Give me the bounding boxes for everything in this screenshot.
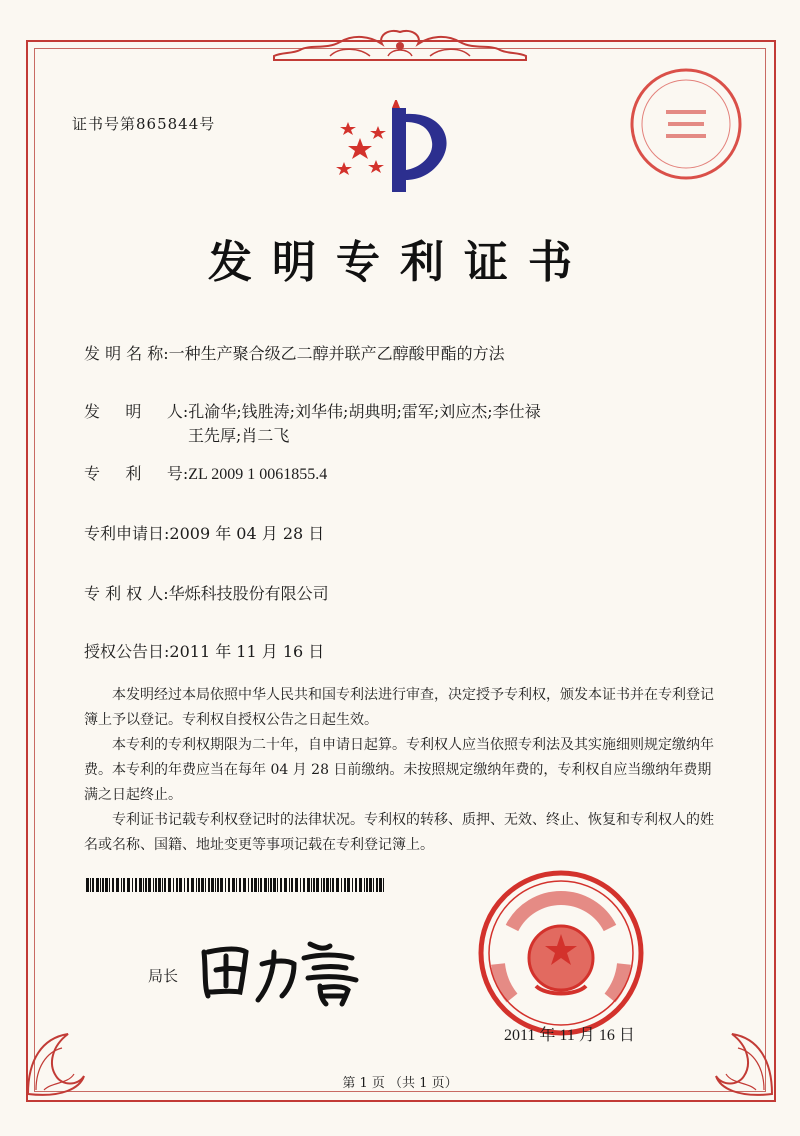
page-number: 第 1 页 （共 1 页） (342, 1076, 458, 1091)
patentee-value: 华烁科技股份有限公司 (168, 584, 329, 603)
director-label: 局长 (148, 967, 179, 985)
inventor-row (84, 400, 541, 448)
patent-number-value: ZL 2009 1 0061855.4 (188, 466, 328, 483)
patentee-label: 专 利 权 人: (84, 584, 169, 603)
filing-date-label: 专利申请日: (84, 524, 170, 543)
barcode-icon (86, 878, 386, 892)
inventors-line2: 王先厚;肖二飞 (188, 426, 290, 445)
inventors-line1: 孔渝华;钱胜涛;刘华伟;胡典明;雷军;刘应杰;李仕禄 (188, 402, 541, 421)
sipo-logo-icon (330, 100, 460, 200)
filing-date-value: 2009 年 04 月 28 日 (169, 524, 325, 543)
certificate-number: 证书号第865844号 (72, 115, 216, 133)
invention-name-label: 发 明 名 称: (84, 344, 169, 363)
body-paragraph: 本专利的专利权期限为二十年，自申请日起算。专利权人应当依照专利法及其实施细则规定缴纳年费。本专利的年费应当在每年 04 月 28 日前缴纳。未按照规定缴纳年费的，专利权自应当缴纳年费期满之日起终止。 (84, 737, 714, 803)
body-paragraph: 专利证书记载专利权登记时的法律状况。专利权的转移、质押、无效、终止、恢复和专利权人的姓名或名称、国籍、地址变更等事项记载在专利登记簿上。 (84, 812, 714, 853)
issue-date: 2011 年 11 月 16 日 (504, 1027, 635, 1044)
tax-agent-seal-icon (626, 64, 746, 184)
body-paragraph: 本发明经过本局依照中华人民共和国专利法进行审查，决定授予专利权，颁发本证书并在专利登记簿上予以登记。专利权自授权公告之日起生效。 (84, 687, 714, 728)
invention-name-value: 一种生产聚合级乙二醇并联产乙醇酸甲酯的方法 (168, 344, 505, 363)
grant-date-value: 2011 年 11 月 16 日 (169, 642, 325, 661)
director-signature-icon (196, 930, 366, 1010)
patent-number-row (84, 462, 327, 487)
invention-name-row (84, 342, 505, 366)
national-emblem-seal-icon (476, 868, 646, 1038)
patent-number-label: 专 利 号: (84, 464, 189, 483)
grant-date-row (84, 640, 324, 664)
grant-date-label: 授权公告日: (84, 642, 170, 661)
page-title: 发明专利证书 (208, 237, 592, 288)
patentee-row (84, 582, 329, 606)
filing-date-row (84, 522, 324, 546)
certificate-body (84, 683, 724, 858)
top-ornament-icon (270, 26, 530, 70)
inventor-label: 发 明 人: (84, 402, 189, 421)
inner-border (34, 48, 766, 1092)
